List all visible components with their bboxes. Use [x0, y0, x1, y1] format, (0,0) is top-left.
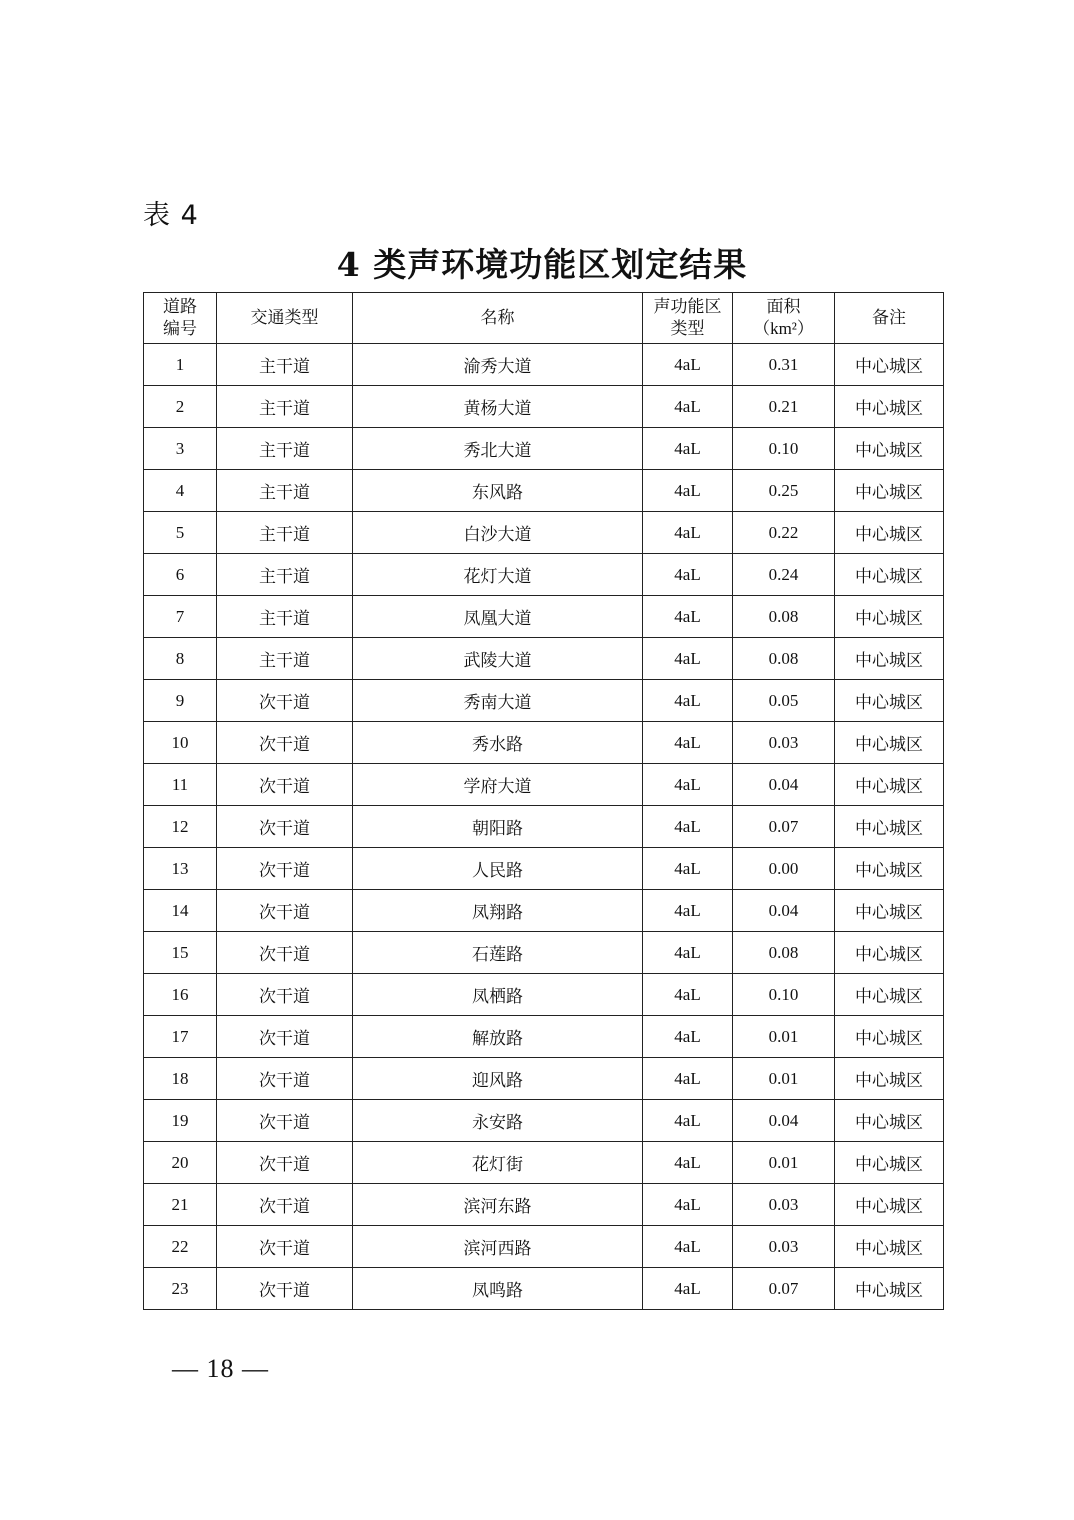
cell-zone-type: 4aL	[643, 848, 733, 890]
cell-traffic-type: 主干道	[217, 386, 353, 428]
cell-zone-type: 4aL	[643, 1184, 733, 1226]
cell-road-number: 22	[144, 1226, 217, 1268]
cell-road-number: 6	[144, 554, 217, 596]
cell-remark: 中心城区	[835, 1268, 944, 1310]
cell-zone-type: 4aL	[643, 638, 733, 680]
cell-traffic-type: 次干道	[217, 974, 353, 1016]
cell-remark: 中心城区	[835, 848, 944, 890]
table-row	[144, 974, 944, 1016]
cell-traffic-type: 次干道	[217, 680, 353, 722]
cell-remark: 中心城区	[835, 596, 944, 638]
table-row	[144, 932, 944, 974]
cell-area: 0.04	[733, 890, 835, 932]
cell-road-name: 花灯大道	[353, 554, 643, 596]
table-row	[144, 722, 944, 764]
table-label: 表 4	[143, 200, 199, 231]
cell-traffic-type: 次干道	[217, 722, 353, 764]
cell-road-name: 凤鸣路	[353, 1268, 643, 1310]
cell-road-number: 21	[144, 1184, 217, 1226]
cell-area: 0.21	[733, 386, 835, 428]
cell-zone-type: 4aL	[643, 722, 733, 764]
cell-traffic-type: 主干道	[217, 428, 353, 470]
cell-area: 0.10	[733, 428, 835, 470]
table-row	[144, 848, 944, 890]
cell-road-number: 9	[144, 680, 217, 722]
table-row	[144, 806, 944, 848]
cell-zone-type: 4aL	[643, 512, 733, 554]
cell-area: 0.03	[733, 1226, 835, 1268]
cell-road-number: 1	[144, 344, 217, 386]
cell-remark: 中心城区	[835, 554, 944, 596]
cell-road-name: 滨河西路	[353, 1226, 643, 1268]
cell-road-number: 2	[144, 386, 217, 428]
cell-traffic-type: 主干道	[217, 638, 353, 680]
cell-road-number: 12	[144, 806, 217, 848]
cell-remark: 中心城区	[835, 1100, 944, 1142]
table-row	[144, 890, 944, 932]
header-zone-type-line2: 类型	[670, 319, 705, 339]
cell-remark: 中心城区	[835, 344, 944, 386]
cell-traffic-type: 次干道	[217, 1058, 353, 1100]
cell-area: 0.24	[733, 554, 835, 596]
cell-zone-type: 4aL	[643, 1226, 733, 1268]
cell-road-name: 白沙大道	[353, 512, 643, 554]
header-road-number-line2: 编号	[163, 319, 197, 339]
table-row	[144, 428, 944, 470]
cell-road-name: 滨河东路	[353, 1184, 643, 1226]
table-row	[144, 1100, 944, 1142]
cell-area: 0.07	[733, 806, 835, 848]
cell-remark: 中心城区	[835, 1226, 944, 1268]
header-row	[144, 293, 944, 344]
cell-road-name: 凤栖路	[353, 974, 643, 1016]
header-zone-type-line1: 声功能区	[653, 297, 722, 317]
cell-road-number: 15	[144, 932, 217, 974]
header-remark: 备注	[835, 293, 944, 344]
cell-traffic-type: 次干道	[217, 890, 353, 932]
cell-road-number: 23	[144, 1268, 217, 1310]
table-row	[144, 596, 944, 638]
cell-road-number: 16	[144, 974, 217, 1016]
table-row	[144, 1184, 944, 1226]
table-row	[144, 764, 944, 806]
table-row	[144, 1226, 944, 1268]
cell-road-name: 黄杨大道	[353, 386, 643, 428]
cell-zone-type: 4aL	[643, 1016, 733, 1058]
page-number: — 18 —	[172, 1354, 269, 1383]
cell-zone-type: 4aL	[643, 890, 733, 932]
header-road-number	[144, 293, 217, 344]
cell-road-name: 秀北大道	[353, 428, 643, 470]
cell-zone-type: 4aL	[643, 596, 733, 638]
cell-area: 0.08	[733, 932, 835, 974]
cell-remark: 中心城区	[835, 1142, 944, 1184]
cell-traffic-type: 次干道	[217, 1184, 353, 1226]
header-area-line1: 面积	[766, 297, 801, 317]
cell-remark: 中心城区	[835, 722, 944, 764]
cell-zone-type: 4aL	[643, 1058, 733, 1100]
cell-road-number: 14	[144, 890, 217, 932]
cell-road-number: 13	[144, 848, 217, 890]
table-row	[144, 1058, 944, 1100]
cell-zone-type: 4aL	[643, 1268, 733, 1310]
cell-remark: 中心城区	[835, 680, 944, 722]
cell-road-number: 3	[144, 428, 217, 470]
table-row	[144, 1016, 944, 1058]
cell-area: 0.31	[733, 344, 835, 386]
cell-zone-type: 4aL	[643, 344, 733, 386]
cell-road-name: 武陵大道	[353, 638, 643, 680]
cell-traffic-type: 次干道	[217, 764, 353, 806]
cell-zone-type: 4aL	[643, 428, 733, 470]
cell-remark: 中心城区	[835, 512, 944, 554]
header-area	[733, 293, 835, 344]
cell-traffic-type: 主干道	[217, 344, 353, 386]
cell-remark: 中心城区	[835, 428, 944, 470]
cell-traffic-type: 主干道	[217, 512, 353, 554]
cell-road-name: 秀南大道	[353, 680, 643, 722]
cell-zone-type: 4aL	[643, 470, 733, 512]
cell-remark: 中心城区	[835, 1058, 944, 1100]
cell-traffic-type: 次干道	[217, 1142, 353, 1184]
cell-road-number: 17	[144, 1016, 217, 1058]
cell-area: 0.04	[733, 1100, 835, 1142]
cell-road-name: 秀水路	[353, 722, 643, 764]
cell-road-number: 19	[144, 1100, 217, 1142]
cell-remark: 中心城区	[835, 806, 944, 848]
cell-road-name: 东风路	[353, 470, 643, 512]
cell-remark: 中心城区	[835, 1016, 944, 1058]
cell-zone-type: 4aL	[643, 806, 733, 848]
cell-zone-type: 4aL	[643, 932, 733, 974]
cell-traffic-type: 主干道	[217, 470, 353, 512]
cell-remark: 中心城区	[835, 638, 944, 680]
cell-road-name: 花灯街	[353, 1142, 643, 1184]
cell-traffic-type: 次干道	[217, 848, 353, 890]
cell-road-name: 凤翔路	[353, 890, 643, 932]
header-zone-type	[643, 293, 733, 344]
cell-remark: 中心城区	[835, 470, 944, 512]
cell-road-number: 4	[144, 470, 217, 512]
cell-area: 0.25	[733, 470, 835, 512]
cell-road-name: 凤凰大道	[353, 596, 643, 638]
cell-road-name: 朝阳路	[353, 806, 643, 848]
cell-zone-type: 4aL	[643, 764, 733, 806]
cell-area: 0.00	[733, 848, 835, 890]
cell-area: 0.01	[733, 1016, 835, 1058]
table-row	[144, 680, 944, 722]
header-area-line2: （km²）	[753, 319, 814, 338]
cell-road-number: 7	[144, 596, 217, 638]
cell-remark: 中心城区	[835, 890, 944, 932]
cell-zone-type: 4aL	[643, 680, 733, 722]
header-traffic-type: 交通类型	[217, 293, 353, 344]
cell-traffic-type: 次干道	[217, 1268, 353, 1310]
zoning-result-table	[143, 292, 944, 1310]
cell-remark: 中心城区	[835, 1184, 944, 1226]
cell-area: 0.10	[733, 974, 835, 1016]
cell-remark: 中心城区	[835, 932, 944, 974]
cell-zone-type: 4aL	[643, 554, 733, 596]
cell-remark: 中心城区	[835, 974, 944, 1016]
cell-area: 0.08	[733, 596, 835, 638]
cell-traffic-type: 次干道	[217, 806, 353, 848]
cell-area: 0.05	[733, 680, 835, 722]
cell-traffic-type: 次干道	[217, 1100, 353, 1142]
cell-traffic-type: 次干道	[217, 932, 353, 974]
table-row	[144, 1268, 944, 1310]
table-row	[144, 512, 944, 554]
cell-road-name: 迎风路	[353, 1058, 643, 1100]
cell-traffic-type: 次干道	[217, 1016, 353, 1058]
cell-zone-type: 4aL	[643, 974, 733, 1016]
table-row	[144, 638, 944, 680]
cell-area: 0.22	[733, 512, 835, 554]
cell-road-name: 渝秀大道	[353, 344, 643, 386]
cell-zone-type: 4aL	[643, 1142, 733, 1184]
cell-remark: 中心城区	[835, 386, 944, 428]
cell-area: 0.03	[733, 1184, 835, 1226]
cell-area: 0.07	[733, 1268, 835, 1310]
cell-road-name: 石莲路	[353, 932, 643, 974]
cell-road-number: 8	[144, 638, 217, 680]
cell-road-number: 20	[144, 1142, 217, 1184]
cell-road-number: 18	[144, 1058, 217, 1100]
cell-area: 0.04	[733, 764, 835, 806]
cell-road-name: 学府大道	[353, 764, 643, 806]
cell-road-number: 11	[144, 764, 217, 806]
cell-traffic-type: 次干道	[217, 1226, 353, 1268]
cell-area: 0.08	[733, 638, 835, 680]
table-body	[144, 344, 944, 1310]
table-row	[144, 386, 944, 428]
cell-road-name: 永安路	[353, 1100, 643, 1142]
table-header	[144, 293, 944, 344]
cell-area: 0.01	[733, 1142, 835, 1184]
table-row	[144, 470, 944, 512]
cell-road-number: 10	[144, 722, 217, 764]
cell-zone-type: 4aL	[643, 1100, 733, 1142]
cell-area: 0.03	[733, 722, 835, 764]
cell-area: 0.01	[733, 1058, 835, 1100]
table-row	[144, 344, 944, 386]
cell-road-number: 5	[144, 512, 217, 554]
page-title: 4 类声环境功能区划定结果	[336, 245, 748, 284]
cell-traffic-type: 主干道	[217, 596, 353, 638]
header-road-number-line1: 道路	[163, 297, 197, 317]
cell-road-name: 解放路	[353, 1016, 643, 1058]
cell-zone-type: 4aL	[643, 386, 733, 428]
cell-remark: 中心城区	[835, 764, 944, 806]
cell-road-name: 人民路	[353, 848, 643, 890]
cell-traffic-type: 主干道	[217, 554, 353, 596]
table-row	[144, 554, 944, 596]
table-row	[144, 1142, 944, 1184]
header-name: 名称	[353, 293, 643, 344]
